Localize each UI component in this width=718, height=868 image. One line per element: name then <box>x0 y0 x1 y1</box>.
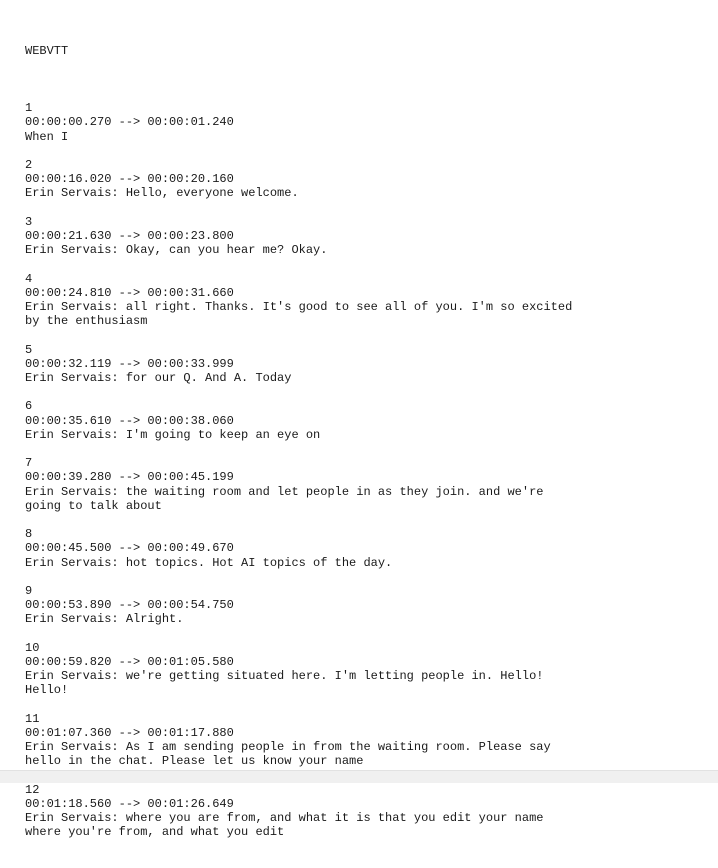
cue-timing: 00:01:07.360 --> 00:01:17.880 <box>25 725 234 740</box>
subtitle-cue <box>25 783 705 840</box>
cue-index: 3 <box>25 214 33 229</box>
cue-timing: 00:00:35.610 --> 00:00:38.060 <box>25 413 234 428</box>
cue-index: 2 <box>25 158 33 172</box>
subtitle-cue <box>25 101 705 144</box>
cue-timing: 00:00:45.500 --> 00:00:49.670 <box>25 541 234 556</box>
cue-timing: 00:00:21.630 --> 00:00:23.800 <box>25 229 234 243</box>
cue-text: Erin Servais: we're getting situated here. I'm letting people in. Hello! Hello! <box>25 669 544 698</box>
cue-timing: 00:00:59.820 --> 00:01:05.580 <box>25 654 234 669</box>
cue-text: Erin Servais: Okay, can you hear me? Okay. <box>25 243 328 258</box>
cue-index: 8 <box>25 527 33 542</box>
cue-index: 6 <box>25 399 33 414</box>
subtitle-cue <box>25 456 705 513</box>
subtitle-cue <box>25 272 705 329</box>
subtitle-cue <box>25 584 705 627</box>
cue-text: Erin Servais: Alright. <box>25 612 184 627</box>
vtt-document <box>25 16 705 868</box>
subtitle-cue <box>25 712 705 769</box>
cue-text: Erin Servais: As I am sending people in from the waiting room. Please say hello in the chat. Please let us know your name <box>25 740 551 769</box>
cue-text: Erin Servais: the waiting room and let people in as they join. and we're going to talk about <box>25 484 544 513</box>
cue-timing: 00:00:16.020 --> 00:00:20.160 <box>25 172 234 187</box>
subtitle-cue <box>25 399 705 442</box>
cue-text: Erin Servais: hot topics. Hot AI topics of the day. <box>25 555 393 570</box>
cue-index: 4 <box>25 271 33 286</box>
subtitle-cue <box>25 215 705 258</box>
subtitle-cue <box>25 641 705 698</box>
cue-index: 12 <box>25 782 40 797</box>
subtitle-cue <box>25 527 705 570</box>
cue-timing: 00:01:18.560 --> 00:01:26.649 <box>25 796 234 811</box>
cue-text: Erin Servais: I'm going to keep an eye on <box>25 427 321 442</box>
cue-index: 1 <box>25 101 33 116</box>
cue-index: 10 <box>25 640 40 655</box>
cue-text: Erin Servais: where you are from, and what it is that you edit your name where you're from, and what you edit <box>25 811 544 840</box>
cue-timing: 00:00:53.890 --> 00:00:54.750 <box>25 598 234 613</box>
subtitle-cue <box>25 158 705 201</box>
cue-index: 5 <box>25 342 33 357</box>
cue-timing: 00:00:00.270 --> 00:00:01.240 <box>25 115 234 130</box>
cue-text: Erin Servais: all right. Thanks. It's good to see all of you. I'm so excited by the enthusiasm <box>25 300 573 329</box>
cue-timing: 00:00:39.280 --> 00:00:45.199 <box>25 470 234 485</box>
cue-index: 9 <box>25 583 33 598</box>
cue-timing: 00:00:24.810 --> 00:00:31.660 <box>25 285 234 300</box>
cue-index: 11 <box>25 711 40 726</box>
vtt-header: WEBVTT <box>25 44 69 59</box>
cue-index: 7 <box>25 456 33 471</box>
cue-timing: 00:00:32.119 --> 00:00:33.999 <box>25 356 234 371</box>
cue-text: Erin Servais: Hello, everyone welcome. <box>25 186 299 201</box>
cue-text: Erin Servais: for our Q. And A. Today <box>25 371 292 385</box>
horizontal-scrollbar[interactable] <box>0 770 718 783</box>
cue-text: When I <box>25 129 69 144</box>
cue-list <box>25 101 705 839</box>
subtitle-cue <box>25 343 705 386</box>
